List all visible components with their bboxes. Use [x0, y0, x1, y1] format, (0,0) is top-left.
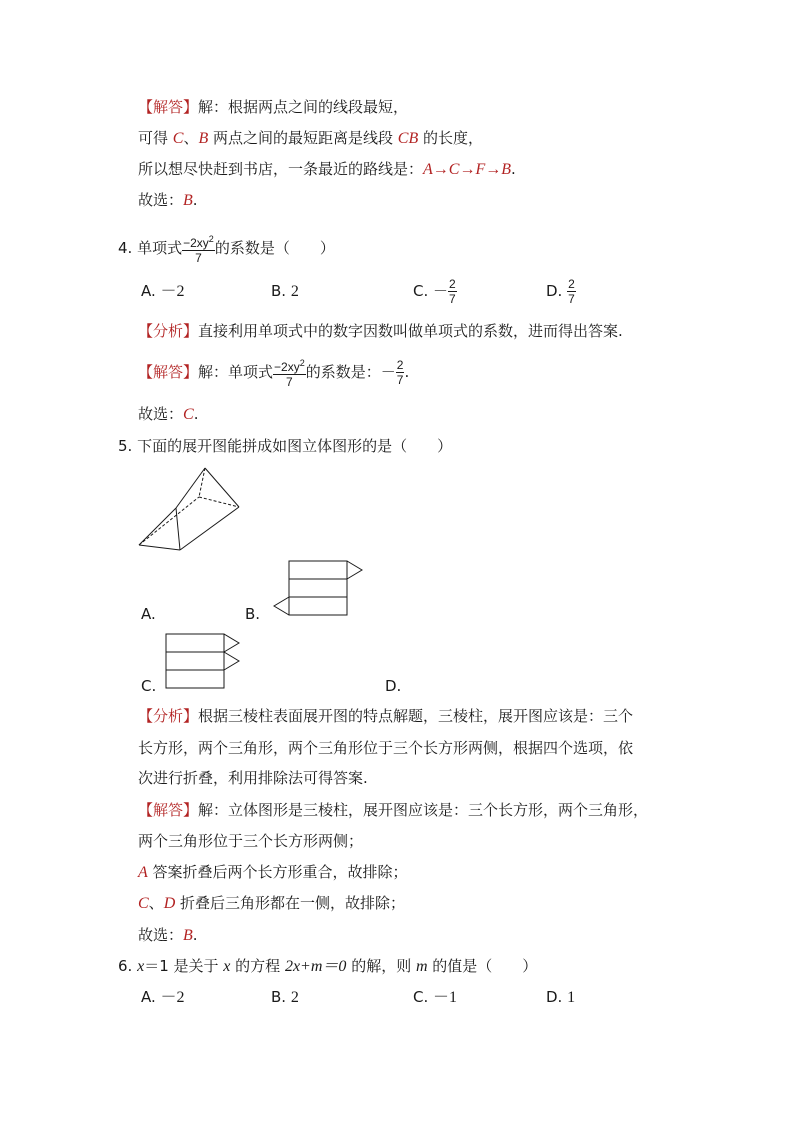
- q4-stem: 4. 单项式 $\frac{-2xy^2}{7}$ 的系数是（ ）: [118, 234, 335, 265]
- q5-choice: 故选：B.: [138, 926, 198, 944]
- q6-option-a: A. －2: [141, 988, 185, 1006]
- q3-answer-line3: 所以想尽快赶到书店，一条最近的路线是：A→C→F→B.: [138, 160, 516, 178]
- q4-choice: 故选：C.: [138, 405, 199, 423]
- q5-stem: 5. 下面的展开图能拼成如图立体图形的是（ ）: [118, 437, 453, 455]
- q6-stem: 6. x＝1 是关于 x 的方程 2x+m＝0 的解，则 m 的值是（ ）: [118, 957, 538, 975]
- answer-tag: 【解答】: [138, 363, 199, 381]
- question-number: 6.: [118, 957, 133, 975]
- q5-analysis-line1: 【分析】根据三棱柱表面展开图的特点解题，三棱柱，展开图应该是：三个: [138, 707, 634, 725]
- q5-answer-line3: A 答案折叠后两个长方形重合，故排除；: [138, 863, 408, 881]
- q5-option-b: B.: [245, 605, 261, 623]
- answer-tag: 【解答】: [138, 98, 199, 116]
- q5-answer-line1: 【解答】解：立体图形是三棱柱，展开图应该是：三个长方形，两个三角形，: [138, 801, 649, 819]
- question-number: 5.: [118, 437, 133, 455]
- net-figure-c: [165, 633, 245, 691]
- q4-answer-fraction: $\frac{-2xy^2}{7}$: [274, 358, 305, 389]
- q5-option-c: C.: [141, 677, 157, 695]
- q3-answer-line1: 【解答】解：根据两点之间的线段最短，: [138, 98, 409, 116]
- answer-tag: 【解答】: [138, 801, 199, 819]
- q4-answer-coef-fraction: $\frac{2}{7}$: [396, 358, 404, 387]
- q3-choice: 故选：B.: [138, 191, 198, 209]
- q4-stem-fraction: $\frac{-2xy^2}{7}$: [183, 234, 214, 265]
- q5-answer-line4: C、D 折叠后三角形都在一侧，故排除；: [138, 894, 406, 912]
- option-fraction: $\frac{2}{7}$: [568, 277, 575, 306]
- q4-option-c: C. － $\frac{2}{7}$: [413, 277, 456, 306]
- analysis-tag: 【分析】: [138, 707, 199, 725]
- q6-option-c: C. －1: [413, 988, 458, 1006]
- q3-answer-line2: 可得 C、B 两点之间的最短距离是线段 CB 的长度，: [138, 129, 484, 147]
- q4-analysis: 【分析】直接利用单项式中的数字因数叫做单项式的系数，进而得出答案.: [138, 322, 623, 340]
- q5-option-d: D.: [385, 677, 402, 695]
- net-figure-b: [272, 560, 367, 620]
- q6-option-d: D. 1: [546, 988, 576, 1006]
- q5-analysis-line3: 次进行折叠，利用排除法可得答案.: [138, 769, 368, 787]
- q4-answer: 【解答】解：单项式 $\frac{-2xy^2}{7}$ 的系数是：－ $\frac{2}{7}$ .: [138, 358, 410, 389]
- q5-analysis-line2: 长方形，两个三角形，两个三角形位于三个长方形两侧，根据四个选项，依: [138, 739, 634, 757]
- q4-option-d: D. $\frac{2}{7}$: [546, 277, 575, 306]
- q4-option-b: B. 2: [271, 282, 299, 300]
- q5-option-a: A.: [141, 605, 156, 623]
- option-fraction: $\frac{2}{7}$: [449, 277, 456, 306]
- q4-option-a: A. －2: [141, 282, 185, 300]
- q6-option-b: B. 2: [271, 988, 299, 1006]
- triangular-prism-figure: [130, 465, 250, 555]
- q5-answer-line2: 两个三角形位于三个长方形两侧；: [138, 832, 364, 850]
- question-number: 4.: [118, 239, 133, 257]
- analysis-tag: 【分析】: [138, 322, 199, 340]
